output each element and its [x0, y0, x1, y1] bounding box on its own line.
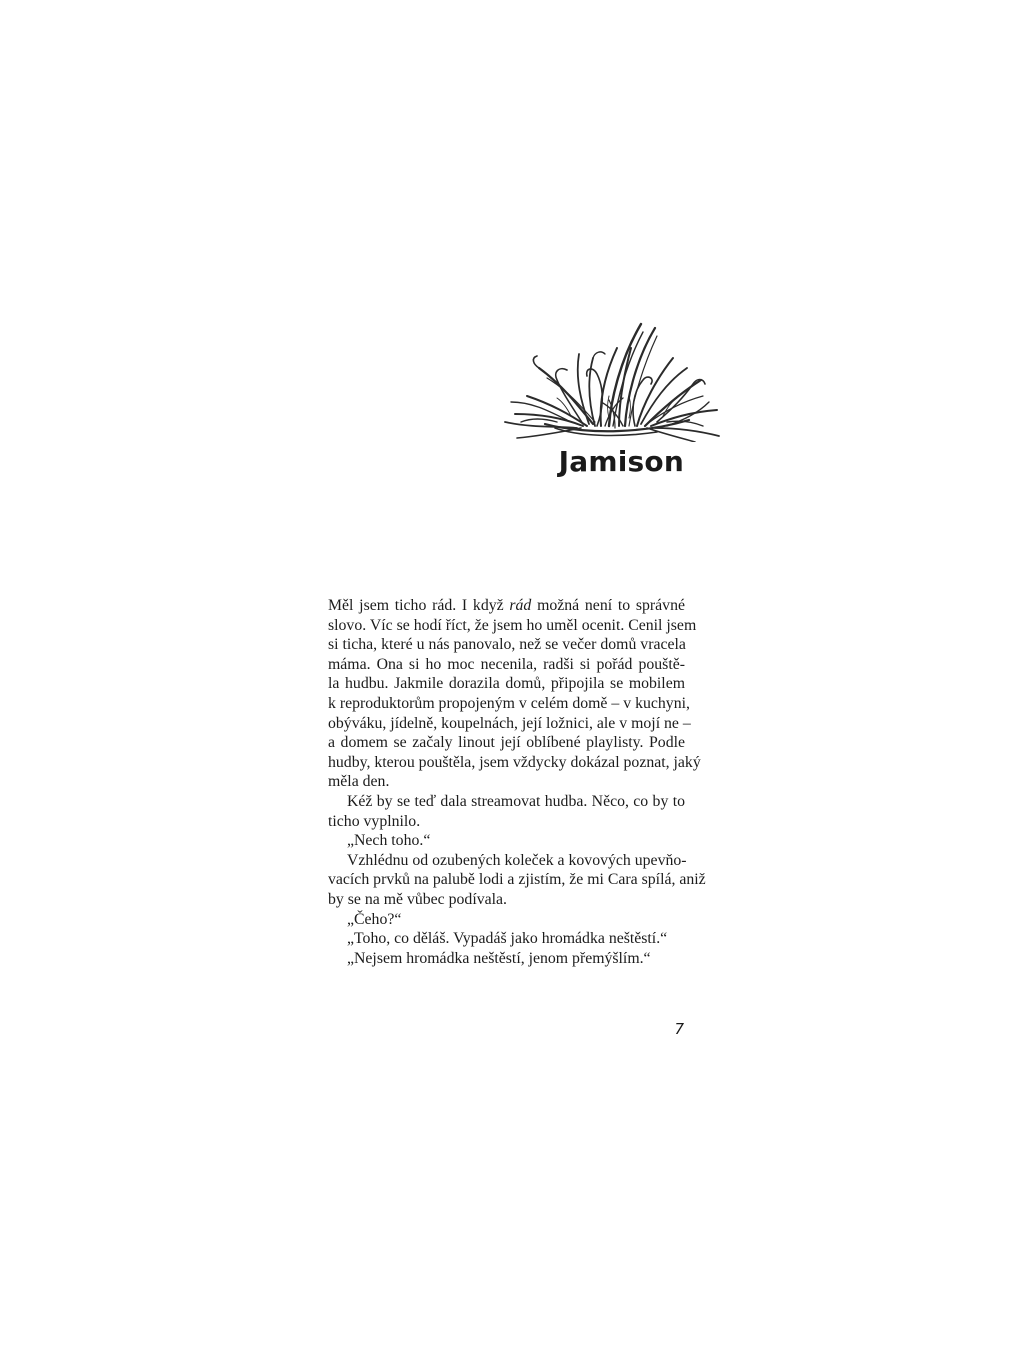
text-line: hudby, kterou pouštěla, jsem vždycky dokázal poznat, jaký [328, 753, 701, 771]
text-line: k reproduktorům propojeným v celém domě – v kuchyni, [328, 694, 690, 712]
text-line [328, 596, 685, 616]
paragraph-1 [328, 596, 701, 792]
text-line: vacích prvků na palubě lodi a zjistím, že mi Cara spílá, aniž [328, 871, 706, 889]
text-line: Kéž by se teď dala streamovat hudba. Něco, co by to [347, 792, 685, 810]
paragraph-6 [328, 929, 685, 949]
text-line: ticho vyplnilo. [328, 812, 421, 830]
text-line: „Nech toho.“ [347, 832, 431, 850]
text-line: Vzhlédnu od ozubených koleček a kovových upevňo- [347, 851, 687, 869]
paragraph-2 [328, 792, 685, 831]
emphasis-word: rád [509, 597, 532, 614]
text-line: by se na mě vůbec podívala. [328, 890, 507, 908]
chapter-body [328, 596, 706, 968]
text-run: Měl jsem ticho rád. I když [328, 597, 510, 614]
text-line: slovo. Víc se hodí říct, že jsem ho uměl ocenit. Cenil jsem [328, 616, 697, 634]
text-line: si ticha, které u nás panovalo, než se večer domů vracela [328, 636, 686, 654]
paragraph-7 [328, 949, 685, 969]
text-line: „Nejsem hromádka neštěstí, jenom přemýšlím.“ [347, 949, 651, 967]
paragraph-4 [328, 851, 706, 910]
text-line: máma. Ona si ho moc necenila, radši si pořád pouště- [328, 655, 685, 673]
text-line: la hudbu. Jakmile dorazila domů, připojila se mobilem [328, 675, 685, 693]
page-number: 7 [674, 1020, 684, 1038]
text-line: „Čeho?“ [347, 910, 402, 928]
paragraph-5 [328, 910, 685, 930]
text-line: měla den. [328, 773, 390, 791]
text-line: a domem se začaly linout její oblíbené playlisty. Podle [328, 734, 685, 752]
chapter-title: Jamison [558, 445, 684, 478]
text-line: obýváku, jídelně, koupelnách, její ložnici, ale v mojí ne – [328, 714, 691, 732]
grass-icon [497, 318, 723, 442]
text-run: možná není to správné [531, 597, 685, 614]
paragraph-3 [328, 831, 685, 851]
text-line: „Toho, co děláš. Vypadáš jako hromádka neštěstí.“ [347, 930, 668, 948]
